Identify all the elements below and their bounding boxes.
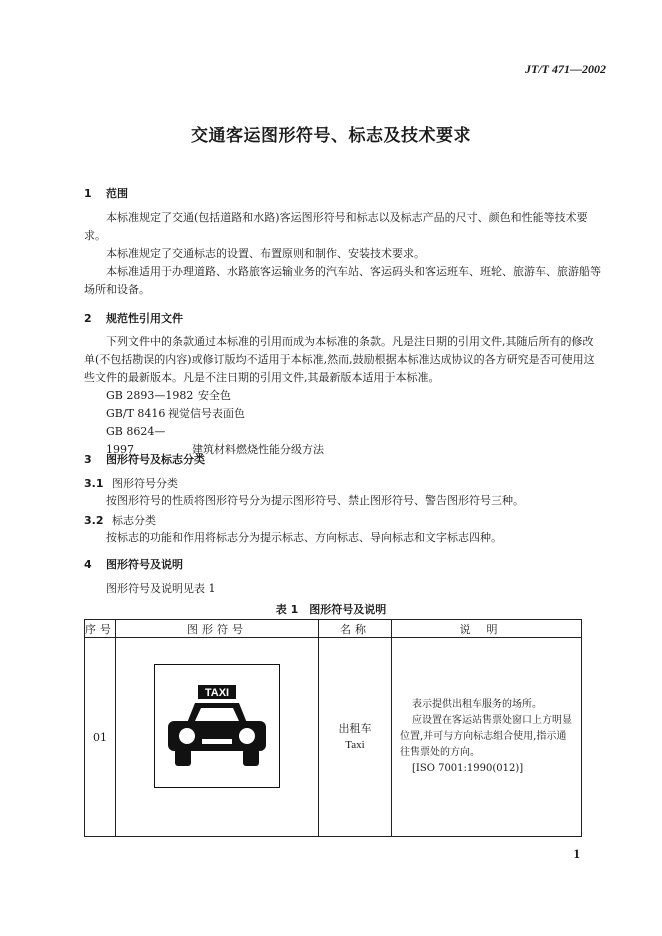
section-number: 1 (84, 187, 92, 200)
reference-item (106, 405, 245, 423)
table-caption: 表 1 图形符号及说明 (275, 603, 387, 616)
subsection-3-2-heading (84, 512, 156, 528)
section-1-para-1: 本标准规定了交通(包括道路和水路)客运图形符号和标志以及标志产品的尺寸、颜色和性能等技术要求。 (84, 211, 588, 242)
section-1-heading (84, 185, 128, 201)
header-desc: 说明 (392, 620, 582, 638)
row-name-en: Taxi (345, 739, 365, 751)
subsection-title: 标志分类 (112, 514, 156, 527)
subsection-3-1-text: 按图形符号的性质将图形符号分为提示图形符号、禁止图形符号、警告图形符号三种。 (106, 494, 524, 507)
row-symbol-cell (116, 638, 319, 837)
taxi-sign (154, 664, 280, 788)
section-4-text: 图形符号及说明见表 1 (106, 582, 216, 595)
subsection-number: 3.2 (84, 514, 104, 527)
page-number: 1 (573, 846, 580, 861)
section-number: 4 (84, 558, 92, 571)
subsection-number: 3.1 (84, 477, 104, 490)
subsection-3-1-heading (84, 475, 178, 491)
row-name-cell (319, 638, 392, 837)
desc-line: 表示提供出租车服务的场所。 (412, 699, 542, 710)
reference-code: GB 2893—1982 (106, 389, 194, 402)
section-2-heading (84, 310, 183, 326)
desc-line: 应设置在客运站售票处窗口上方明显位置,并可与方向标志组合使用,指示通往售票处的方向。 (400, 715, 572, 758)
section-3-heading (84, 451, 205, 467)
section-number: 3 (84, 453, 92, 466)
header-symbol: 图形符号 (116, 620, 319, 638)
subsection-3-2-text: 按标志的功能和作用将标志分为提示标志、方向标志、导向标志和文字标志四种。 (106, 531, 502, 544)
standard-code: JT/T 471—2002 (525, 62, 606, 76)
desc-reference: [ISO 7001:1990(012)] (412, 763, 524, 774)
reference-item (106, 387, 231, 405)
row-seq: 01 (85, 638, 116, 837)
section-1-para-3: 本标准适用于办理道路、水路旅客运输业务的汽车站、客运码头和客运班车、班轮、旅游车、旅游船等场所和设备。 (84, 265, 601, 296)
taxi-sign-text: TAXI (204, 687, 230, 699)
section-1-para-2: 本标准规定了交通标志的设置、布置原则和制作、安装技术要求。 (106, 247, 425, 260)
table-header-row (85, 620, 582, 638)
symbol-table (84, 619, 582, 837)
row-name-cn: 出租车 (338, 722, 372, 735)
reference-code: GB 8624—1997 (106, 425, 166, 456)
section-4-heading (84, 556, 183, 572)
header-seq: 序号 (85, 620, 116, 638)
document-title: 交通客运图形符号、标志及技术要求 (191, 126, 471, 146)
table-row (85, 638, 582, 837)
section-number: 2 (84, 312, 92, 325)
header-name: 名称 (319, 620, 392, 638)
section-title: 规范性引用文件 (106, 312, 183, 325)
reference-name: 建筑材料燃烧性能分级方法 (192, 443, 324, 456)
section-title: 图形符号及说明 (106, 558, 183, 571)
section-title: 范围 (106, 187, 128, 200)
section-title: 图形符号及标志分类 (106, 453, 205, 466)
reference-name: 视觉信号表面色 (168, 407, 245, 420)
taxi-icon (155, 665, 279, 787)
subsection-title: 图形符号分类 (112, 477, 178, 490)
reference-code: GB/T 8416 (106, 407, 166, 420)
section-2-intro: 下列文件中的条款通过本标准的引用而成为本标准的条款。凡是注日期的引用文件,其随后所有的修改单(不包括勘误的内容)或修订版均不适用于本标准,然而,鼓励根据本标准达成协议的各方研究是否可使用这些文件的最新版本。凡是不注日期的引用文件,其最新版本适用于本标准。 (84, 335, 595, 384)
reference-name: 安全色 (198, 389, 231, 402)
row-desc-cell (392, 638, 582, 837)
